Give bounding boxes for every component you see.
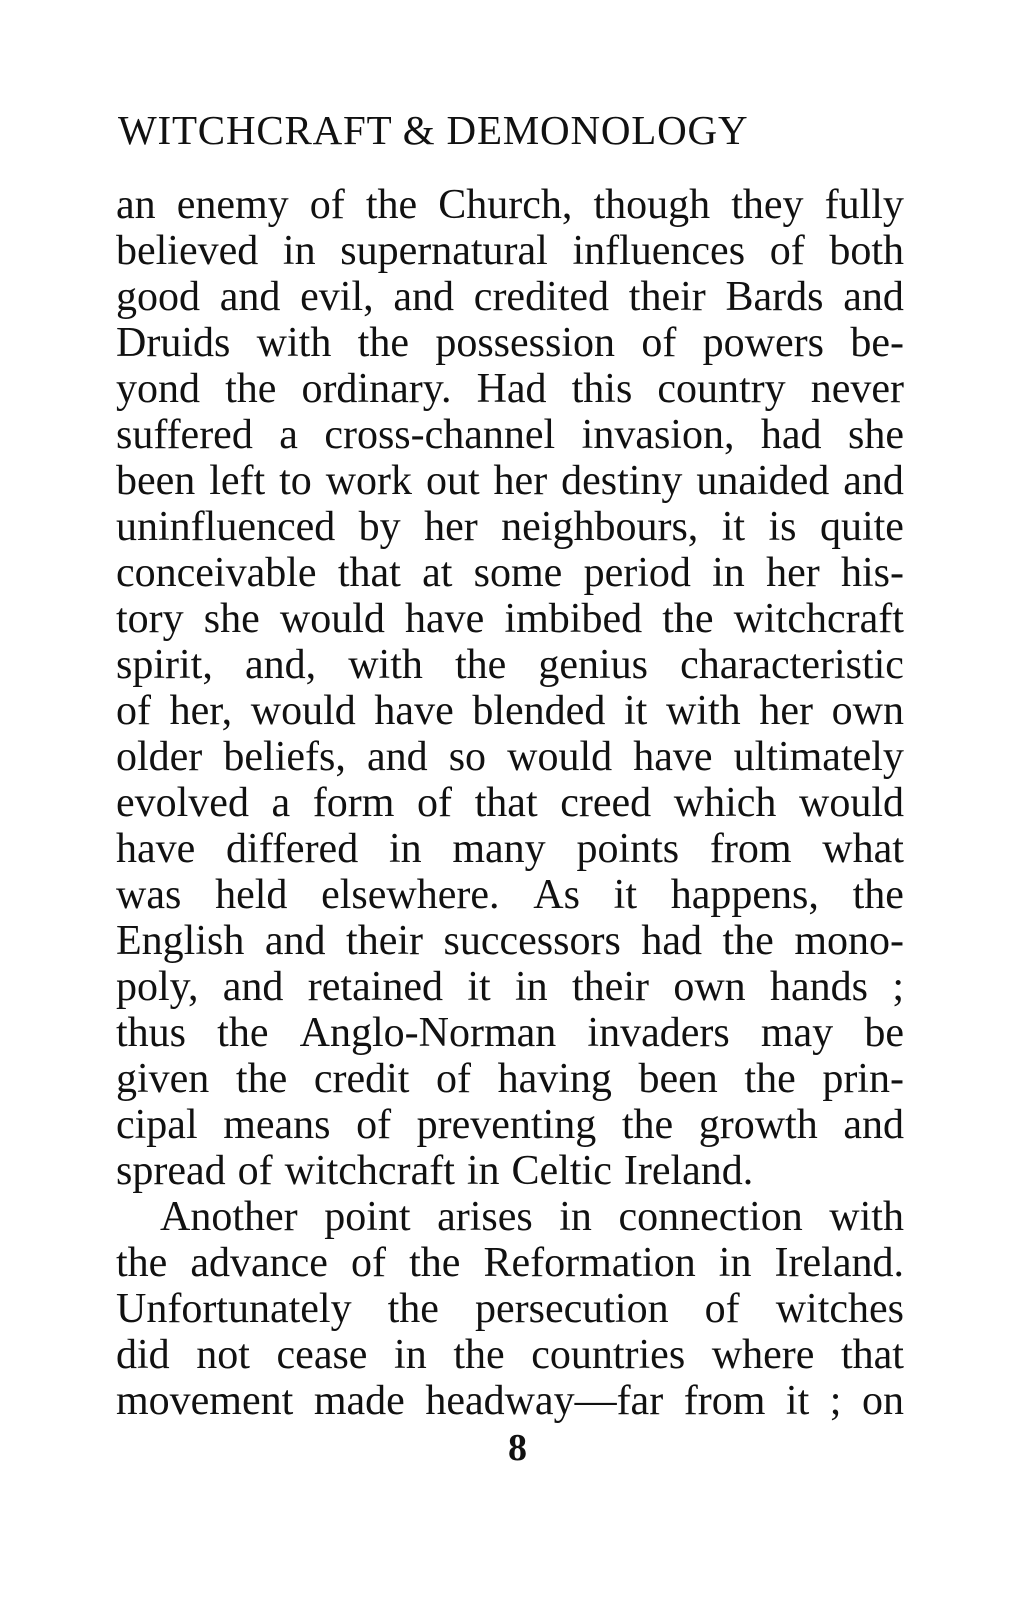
text-line: Another point arises in connection with (160, 1194, 904, 1240)
text-line: did not cease in the countries where that (116, 1332, 904, 1378)
text-line: uninfluenced by her neighbours, it is quite (116, 504, 904, 550)
text-line: older beliefs, and so would have ultimately (116, 734, 904, 780)
text-line: an enemy of the Church, though they fully (116, 182, 904, 228)
text-line: of her, would have blended it with her own (116, 688, 904, 734)
text-line: evolved a form of that creed which would (116, 780, 904, 826)
text-line: movement made headway—far from it ; on (116, 1378, 904, 1424)
running-head: WITCHCRAFT & DEMONOLOGY (118, 107, 749, 153)
text-line: cipal means of preventing the growth and (116, 1102, 904, 1148)
text-line: have differed in many points from what (116, 826, 904, 872)
text-line: English and their successors had the mono- (116, 918, 904, 964)
text-line: yond the ordinary. Had this country never (116, 366, 904, 412)
text-line: conceivable that at some period in her his- (116, 550, 904, 596)
text-line: Druids with the possession of powers be- (116, 320, 904, 366)
text-line: suffered a cross-channel invasion, had she (116, 412, 904, 458)
body-text (116, 182, 904, 1424)
text-line: tory she would have imbibed the witchcraft (116, 596, 904, 642)
text-line: good and evil, and credited their Bards and (116, 274, 904, 320)
text-line: spread of witchcraft in Celtic Ireland. (116, 1148, 754, 1194)
text-line: thus the Anglo-Norman invaders may be (116, 1010, 904, 1056)
text-line: spirit, and, with the genius characteristic (116, 642, 904, 688)
text-line: was held elsewhere. As it happens, the (116, 872, 904, 918)
text-line: Unfortunately the persecution of witches (116, 1286, 904, 1332)
text-line: the advance of the Reformation in Ireland. (116, 1240, 904, 1286)
text-line: believed in supernatural influences of both (116, 228, 904, 274)
text-line: given the credit of having been the prin- (116, 1056, 904, 1102)
text-line: poly, and retained it in their own hands ; (116, 964, 904, 1010)
text-line: been left to work out her destiny unaided and (116, 458, 904, 504)
page-number: 8 (508, 1427, 527, 1469)
